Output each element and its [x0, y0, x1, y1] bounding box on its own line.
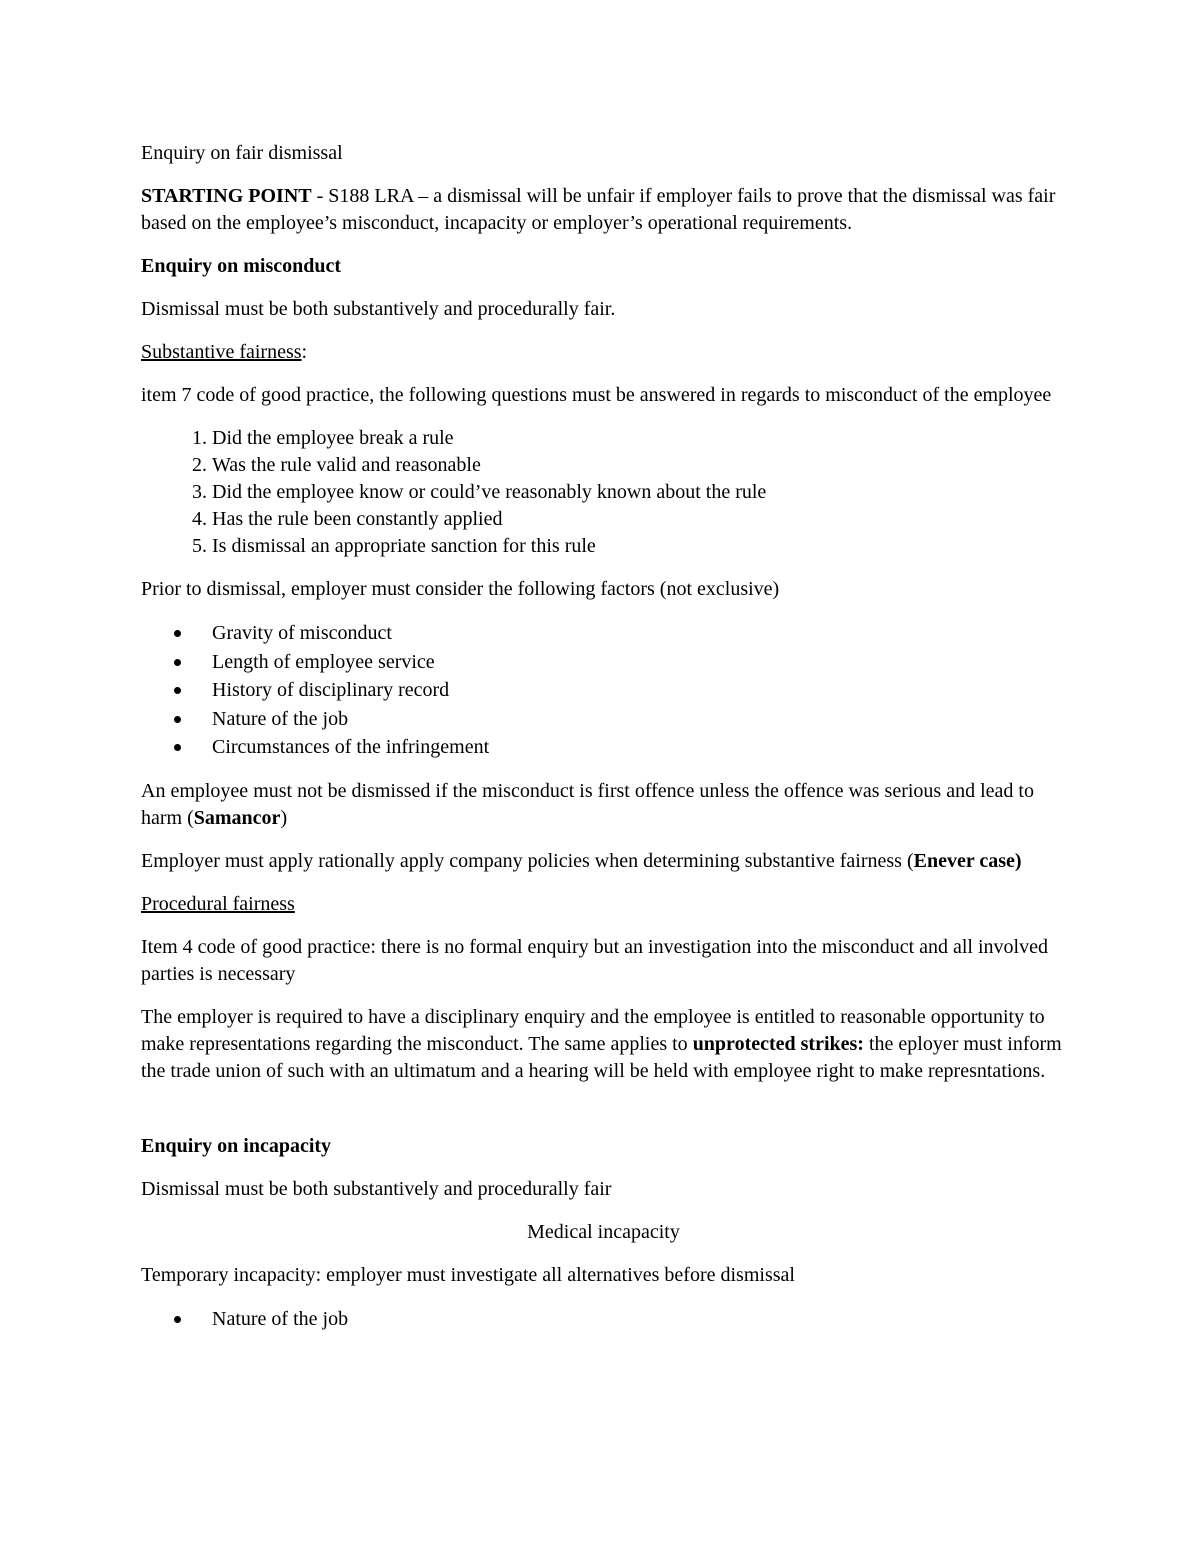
case-name: Enever case: [913, 849, 1015, 872]
prior-dismissal-paragraph: Prior to dismissal, employer must consider the following factors (not exclusive): [141, 578, 780, 600]
list-item: Length of employee service: [212, 648, 1066, 677]
list-item: Nature of the job: [212, 1305, 1066, 1334]
incapacity-intro: Dismissal must be both substantively and procedurally fair: [141, 1177, 612, 1200]
misconduct-intro: Dismissal must be both substantively and procedurally fair.: [141, 298, 616, 320]
list-item: Circumstances of the infringement: [212, 733, 1066, 762]
misconduct-factors-list: [141, 619, 1066, 762]
rational-policy-paragraph: Employer must apply rationally apply company policies when determining substantive fairness (Enever case): [141, 849, 1022, 872]
item4-paragraph: Item 4 code of good practice: there is no formal enquiry but an investigation into the misconduct and all involved parties is necessary: [141, 935, 1048, 985]
unprotected-strikes-term: unprotected strikes:: [692, 1032, 864, 1055]
incapacity-heading: Enquiry on incapacity: [141, 1134, 332, 1157]
list-item: 4. Has the rule been constantly applied: [212, 506, 1066, 533]
bullet-icon: [174, 659, 181, 666]
first-offence-paragraph: An employee must not be dismissed if the misconduct is first offence unless the offence was serious and lead to harm (Samancor): [141, 779, 1034, 829]
bullet-icon: [174, 630, 181, 637]
misconduct-heading: Enquiry on misconduct: [141, 255, 342, 277]
list-item: Gravity of misconduct: [212, 619, 1066, 648]
medical-incapacity-subheading: Medical incapacity: [527, 1220, 680, 1243]
substantive-fairness-heading: Substantive fairness:: [141, 341, 308, 363]
incapacity-factors-list: [141, 1305, 1066, 1334]
list-item: 3. Did the employee know or could’ve reasonably known about the rule: [212, 479, 1066, 506]
list-item: Nature of the job: [212, 705, 1066, 734]
bullet-icon: [174, 744, 181, 751]
bullet-icon: [174, 1316, 181, 1323]
spacer: [141, 1101, 1066, 1133]
bullet-icon: [174, 687, 181, 694]
list-item: 1. Did the employee break a rule: [212, 425, 1066, 452]
starting-point-label: STARTING POINT: [141, 185, 312, 207]
procedural-fairness-heading: Procedural fairness: [141, 892, 295, 915]
item7-paragraph: item 7 code of good practice, the following questions must be answered in regards to misconduct of the employee: [141, 384, 1052, 406]
bullet-icon: [174, 716, 181, 723]
list-item: 2. Was the rule valid and reasonable: [212, 452, 1066, 479]
list-item: History of disciplinary record: [212, 676, 1066, 705]
document-page: [141, 140, 1066, 1349]
starting-point-paragraph: [141, 183, 1066, 237]
disciplinary-enquiry-paragraph: The employer is required to have a disciplinary enquiry and the employee is entitled to reasonable opportunity to make representations regarding the misconduct. The same applies to unprotected strikes: the eployer must inform the trade union of such with an ultimatum and a hearing will be held with employee right to make represntations.: [141, 1005, 1062, 1082]
document-title: Enquiry on fair dismissal: [141, 142, 343, 164]
starting-point-text: - S188 LRA – a dismissal will be unfair if employer fails to prove that the dismissal was fair based on the employee’s misconduct, incapacity or employer’s operational requirements.: [141, 185, 1056, 234]
misconduct-questions-list: [141, 425, 1066, 560]
case-name: Samancor: [193, 806, 281, 829]
temporary-incapacity-paragraph: Temporary incapacity: employer must investigate all alternatives before dismissal: [141, 1263, 795, 1286]
list-item: 5. Is dismissal an appropriate sanction for this rule: [212, 533, 1066, 560]
